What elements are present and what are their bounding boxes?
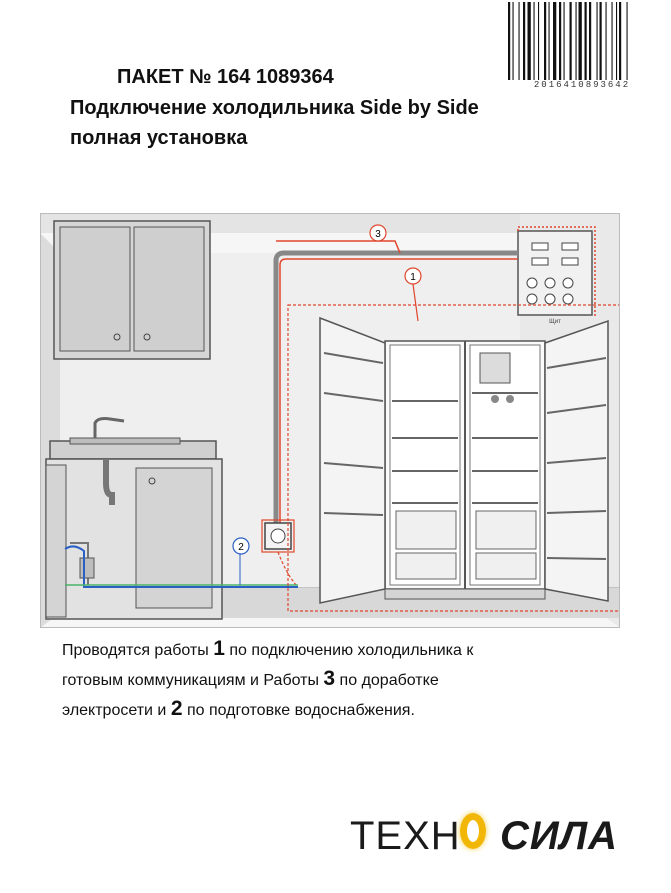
page-subtitle: полная установка (70, 127, 248, 149)
wall-cabinet (54, 221, 210, 359)
description-line-1: Проводятся работы 1 по подключению холодильника к (62, 637, 474, 660)
installation-illustration (40, 213, 620, 628)
callout-2 (233, 538, 249, 554)
panel-label: Щит (549, 319, 561, 325)
callout-3 (370, 225, 386, 241)
logo-text-part1: ТЕХН (350, 814, 461, 858)
barcode-digits: 2016410893642 (508, 80, 656, 90)
callout-2-label: 2 (238, 542, 244, 553)
page-title: Подключение холодильника Side by Side (70, 97, 479, 119)
sink-cabinet (46, 419, 222, 620)
description-text (62, 635, 622, 725)
description-line-2: готовым коммуникациям и Работы 3 по доработке (62, 667, 439, 690)
company-logo (350, 800, 635, 875)
electrical-panel (518, 231, 592, 325)
refrigerator (288, 305, 620, 611)
callout-3-label: 3 (375, 229, 381, 240)
logo-text-part2: СИЛА (500, 814, 619, 858)
callout-1-label: 1 (410, 272, 416, 283)
description-line-3: электросети и 2 по подготовке водоснабжения. (62, 697, 415, 720)
packet-number: ПАКЕТ № 164 1089364 (117, 66, 334, 88)
logo-ring-icon (460, 813, 486, 849)
